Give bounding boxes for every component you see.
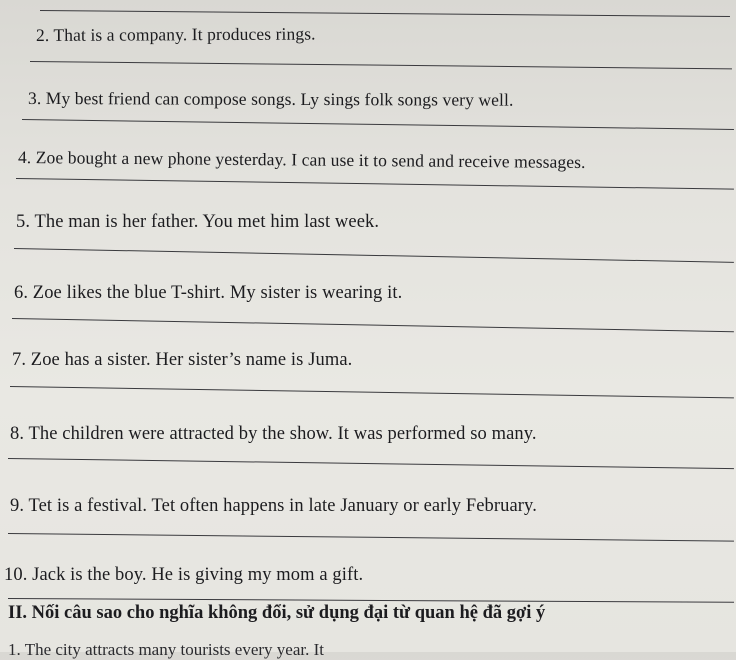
exercise-item-4: 4. Zoe bought a new phone yesterday. I can use it to send and receive messages. [17,147,586,172]
answer-line [8,458,734,469]
exercise-item-6: 6. Zoe likes the blue T-shirt. My sister is wearing it. [14,283,403,303]
exercise-item-8: 8. The children were attracted by the show. It was performed so many. [10,424,537,444]
exercise-item-9: 9. Tet is a festival. Tet often happens in late January or early February. [10,496,537,516]
answer-line [14,248,734,263]
answer-line [10,386,734,398]
answer-line [8,533,734,542]
exercise-item-2: 2. That is a company. It produces rings. [35,23,316,45]
answer-line [22,119,734,130]
exercise-item-3: 3. My best friend can compose songs. Ly sings folk songs very well. [27,88,514,110]
answer-line [40,10,730,17]
answer-line [30,61,732,69]
cut-off-sentence: 1. The city attracts many tourists every year. It [8,640,324,659]
answer-line [12,318,734,332]
exercise-item-7: 7. Zoe has a sister. Her sister’s name is Juma. [12,350,353,370]
answer-line [16,178,734,190]
section-heading: II. Nối câu sao cho nghĩa không đổi, sử dụng đại từ quan hệ đã gợi ý [8,603,546,623]
exercise-item-10: 10. Jack is the boy. He is giving my mom a gift. [4,565,364,585]
exercise-item-5: 5. The man is her father. You met him last week. [16,212,380,232]
